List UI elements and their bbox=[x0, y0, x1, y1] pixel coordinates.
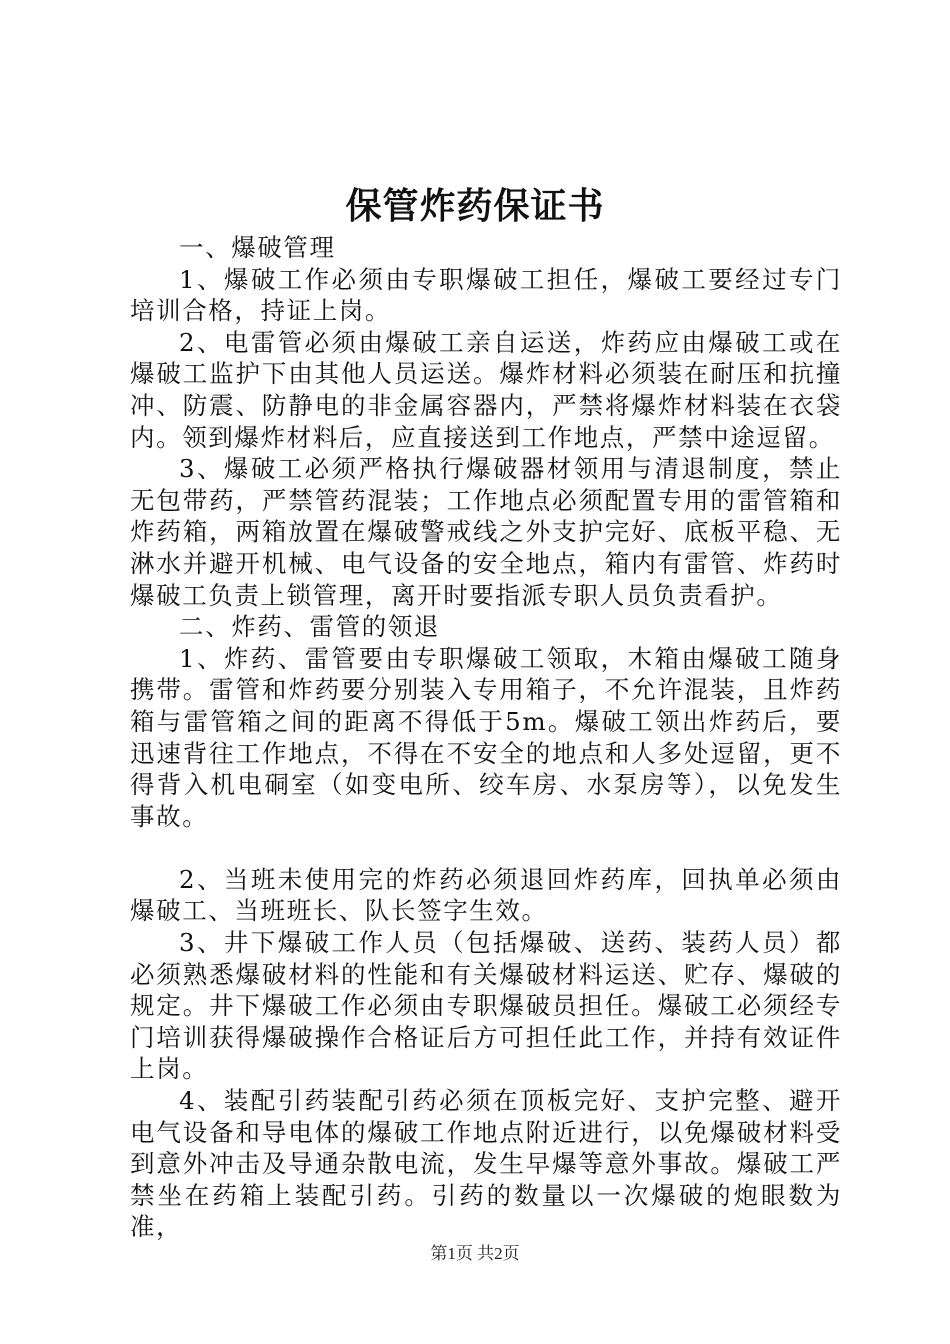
paragraph-spacer bbox=[130, 832, 842, 864]
paragraph-1-1: 1、爆破工作必须由专职爆破工担任，爆破工要经过专门培训合格，持证上岗。 bbox=[130, 264, 842, 326]
document-body bbox=[130, 232, 842, 1243]
paragraph-1-2: 2、电雷管必须由爆破工亲自运送，炸药应由爆破工或在爆破工监护下由其他人员运送。爆炸材料必须装在耐压和抗撞冲、防震、防静电的非金属容器内，严禁将爆炸材料装在衣袋内。领到爆炸材料后，应直接送到工作地点，严禁中途逗留。 bbox=[130, 327, 842, 452]
paragraph-2-4: 4、装配引药装配引药必须在顶板完好、支护完整、避开电气设备和导电体的爆破工作地点附近进行，以免爆破材料受到意外冲击及导通杂散电流，发生早爆等意外事故。爆破工严禁坐在药箱上装配引药。引药的数量以一次爆破的炮眼数为准， bbox=[130, 1086, 842, 1242]
document-title: 保管炸药保证书 bbox=[345, 186, 605, 227]
section-heading-2: 二、炸药、雷管的领退 bbox=[179, 612, 440, 642]
section-heading-1: 一、爆破管理 bbox=[179, 233, 336, 262]
page-number-footer: 第1页 共2页 bbox=[430, 1244, 520, 1263]
paragraph-2-3: 3、井下爆破工作人员（包括爆破、送药、装药人员）都必须熟悉爆破材料的性能和有关爆破材料运送、贮存、爆破的规定。井下爆破工作必须由专职爆破员担任。爆破工必须经专门培训获得爆破操作合格证后方可担任此工作，并持有效证件上岗。 bbox=[130, 928, 842, 1084]
paragraph-2-1: 1、炸药、雷管要由专职爆破工领取，木箱由爆破工随身携带。雷管和炸药要分别装入专用箱子，不允许混装，且炸药箱与雷管箱之间的距离不得低于5m。爆破工领出炸药后，要迅速背往工作地点，不得在不安全的地点和人多处逗留，更不得背入机电硐室（如变电所、绞车房、水泵房等），以免发生事故。 bbox=[130, 643, 842, 831]
paragraph-1-3: 3、爆破工必须严格执行爆破器材领用与清退制度，禁止无包带药，严禁管药混装；工作地点必须配置专用的雷管箱和炸药箱，两箱放置在爆破警戒线之外支护完好、底板平稳、无淋水并避开机械、电气设备的安全地点，箱内有雷管、炸药时爆破工负责上锁管理，离开时要指派专职人员负责看护。 bbox=[130, 454, 842, 610]
paragraph-2-2: 2、当班未使用完的炸药必须退回炸药库，回执单必须由爆破工、当班班长、队长签字生效。 bbox=[130, 864, 842, 926]
